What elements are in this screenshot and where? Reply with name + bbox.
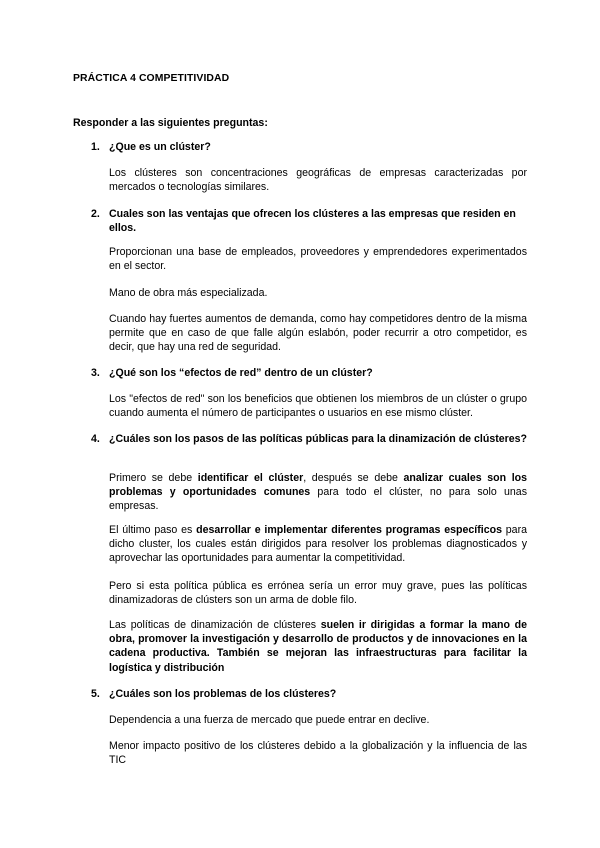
answer-4-paragraph-1: Primero se debe identificar el clúster, después se debe analizar cuales son los problemas y oportunidades comunes para todo el clúster, no para solo unas empresas. — [109, 472, 528, 513]
answer-1-paragraph: Los clústeres son concentraciones geográficas de empresas caracterizadas por mercados o tecnologías similares. — [109, 167, 527, 194]
answer-2-paragraph-1: Proporcionan una base de empleados, proveedores y emprendedores experimentados en el sector. — [109, 246, 527, 273]
answer-4-paragraph-2: El último paso es desarrollar e implementar diferentes programas específicos para dicho cluster, los cuales están dirigidos para resolver los problemas diagnosticados y aprovechar las oportunidades para aumentar la competitividad. — [109, 524, 527, 565]
answer-2-paragraph-2: Mano de obra más especializada. — [109, 287, 268, 299]
answer-2-paragraph-3: Cuando hay fuertes aumentos de demanda, como hay competidores dentro de la misma permite que en caso de que falle algún eslabón, poder recurrir a otro competidor, es decir, que hay una red de seguridad. — [109, 313, 527, 354]
question-3 — [91, 366, 527, 380]
question-text: ¿Cuáles son los pasos de las políticas públicas para la dinamización de clústeres? — [109, 433, 528, 445]
question-number: 1. — [91, 141, 100, 153]
question-text: ¿Cuáles son los problemas de los clústeres? — [109, 688, 337, 700]
question-4 — [91, 432, 527, 446]
question-5 — [91, 687, 527, 701]
question-number: 5. — [91, 688, 100, 700]
instructions-heading: Responder a las siguientes preguntas: — [73, 117, 268, 129]
question-text: ¿Que es un clúster? — [109, 141, 211, 153]
question-number: 3. — [91, 367, 100, 379]
answer-3-paragraph: Los "efectos de red" son los beneficios que obtienen los miembros de un clúster o grupo cuando aumenta el número de participantes o usuarios en ese mismo clúster. — [109, 393, 527, 420]
question-number: 4. — [91, 433, 100, 445]
answer-5-paragraph-2: Menor impacto positivo de los clústeres debido a la globalización y la influencia de las TIC — [109, 740, 527, 767]
question-2 — [91, 207, 527, 235]
question-number: 2. — [91, 208, 100, 220]
question-text: ¿Qué son los “efectos de red” dentro de un clúster? — [109, 367, 373, 379]
answer-4-paragraph-3: Pero si esta política pública es errónea sería un error muy grave, pues las políticas dinamizadoras de clústers son un arma de doble filo. — [109, 580, 527, 607]
answer-5-paragraph-1: Dependencia a una fuerza de mercado que puede entrar en declive. — [109, 714, 430, 726]
question-text: Cuales son las ventajas que ofrecen los clústeres a las empresas que residen en ellos. — [109, 208, 516, 235]
question-1 — [91, 140, 527, 154]
document-title: PRÁCTICA 4 COMPETITIVIDAD — [73, 73, 230, 84]
answer-4-paragraph-4: Las políticas de dinamización de clústeres suelen ir dirigidas a formar la mano de obra, promover la investigación y desarrollo de productos y de innovaciones en la cadena productiva. También se mejoran las infraestructuras para facilitar la logística y distribución — [109, 619, 528, 674]
